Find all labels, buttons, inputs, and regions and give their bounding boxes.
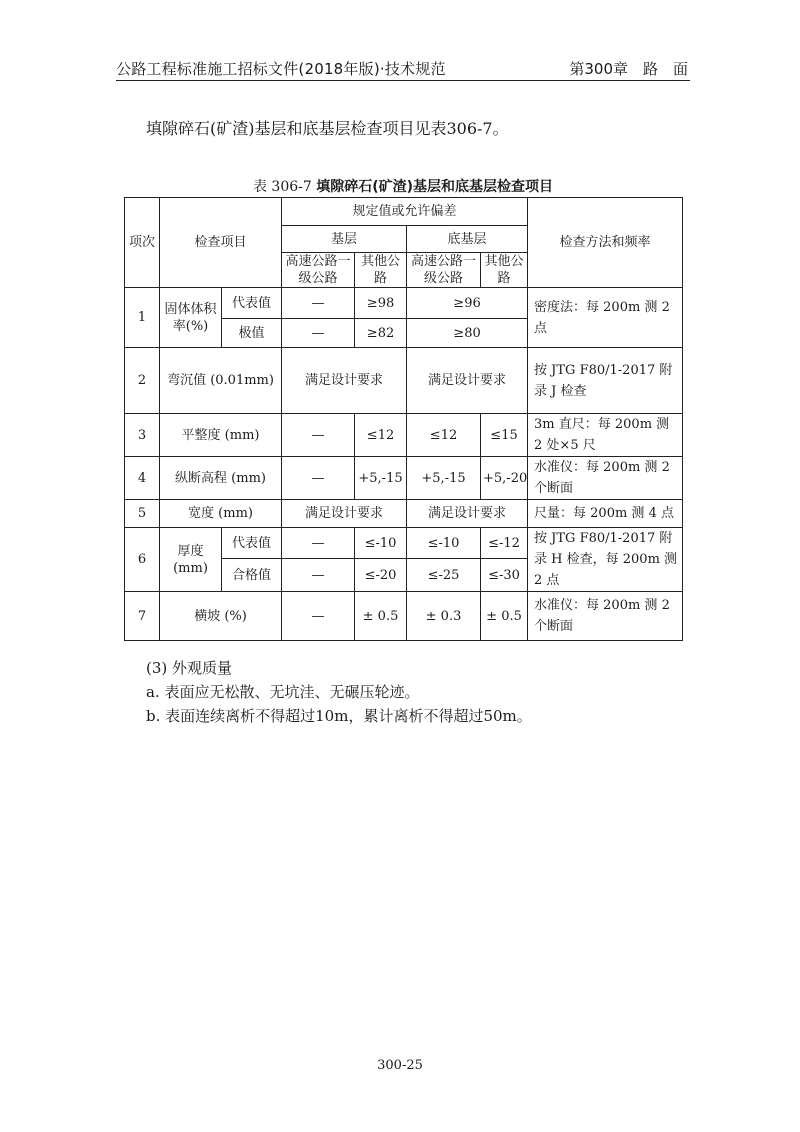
table-row [125, 457, 683, 500]
row3-item: 平整度 (mm) [160, 414, 282, 457]
notes-item-b: b. 表面连续离析不得超过10m，累计离析不得超过50m。 [146, 707, 532, 725]
row3-v-base-other: ≤12 [355, 414, 407, 457]
row6-sub1: 代表值 [222, 528, 282, 559]
table-caption-number: 表 306-7 [252, 179, 312, 195]
row5-base: 满足设计要求 [282, 500, 407, 528]
header-rule [116, 80, 690, 81]
row1-sub1: 代表值 [222, 288, 282, 319]
row7-item: 横坡 (%) [160, 592, 282, 641]
row3-v-base-highway: — [282, 414, 355, 457]
row1-v1-subbase: ≥96 [407, 288, 528, 319]
table-row [125, 288, 683, 319]
row1-no: 1 [125, 288, 160, 348]
table-caption-title: 填隙碎石(矿渣)基层和底基层检查项目 [316, 179, 554, 195]
header-subbase-highway: 高速公路一级公路 [407, 253, 481, 288]
row4-v-base-highway: — [282, 457, 355, 500]
row3-v-subbase-highway: ≤12 [407, 414, 481, 457]
row2-subbase: 满足设计要求 [407, 348, 528, 414]
running-header-title: 公路工程标准施工招标文件(2018年版)·技术规范 [116, 60, 446, 78]
row7-v-subbase-other: ± 0.5 [481, 592, 528, 641]
table-row [125, 500, 683, 528]
row1-v1-base-other: ≥98 [355, 288, 407, 319]
header-base-highway: 高速公路一级公路 [282, 253, 355, 288]
row6-v2-subbase-other: ≤-30 [481, 559, 528, 592]
row1-item: 固体体积率(%) [160, 288, 222, 348]
notes-item-a: a. 表面应无松散、无坑洼、无碾压轮迹。 [146, 683, 420, 701]
row7-no: 7 [125, 592, 160, 641]
table-row [125, 528, 683, 559]
row7-v-subbase-highway: ± 0.3 [407, 592, 481, 641]
row6-v2-subbase-highway: ≤-25 [407, 559, 481, 592]
row6-method: 按 JTG F80/1-2017 附录 H 检查，每 200m 测 2 点 [528, 528, 683, 592]
table-row [125, 592, 683, 641]
row6-no: 6 [125, 528, 160, 592]
header-base-other: 其他公路 [355, 253, 407, 288]
row6-item: 厚度(mm) [160, 528, 222, 592]
row5-no: 5 [125, 500, 160, 528]
row4-item: 纵断高程 (mm) [160, 457, 282, 500]
row3-method: 3m 直尺：每 200m 测 2 处×5 尺 [528, 414, 683, 457]
row6-v2-base-highway: — [282, 559, 355, 592]
page-number: 300-25 [377, 1058, 423, 1073]
row2-base: 满足设计要求 [282, 348, 407, 414]
row4-no: 4 [125, 457, 160, 500]
row6-v1-subbase-other: ≤-12 [481, 528, 528, 559]
row1-v2-base-highway: — [282, 319, 355, 348]
header-base: 基层 [282, 226, 407, 253]
header-subbase: 底基层 [407, 226, 528, 253]
header-no: 项次 [125, 198, 160, 288]
row5-subbase: 满足设计要求 [407, 500, 528, 528]
row6-v2-base-other: ≤-20 [355, 559, 407, 592]
row5-item: 宽度 (mm) [160, 500, 282, 528]
header-item: 检查项目 [160, 198, 282, 288]
header-tolerance: 规定值或允许偏差 [282, 198, 528, 226]
row1-v1-base-highway: — [282, 288, 355, 319]
table-row [125, 414, 683, 457]
row7-method: 水准仪：每 200m 测 2 个断面 [528, 592, 683, 641]
row2-item: 弯沉值 (0.01mm) [160, 348, 282, 414]
header-subbase-other: 其他公路 [481, 253, 528, 288]
row1-sub2: 极值 [222, 319, 282, 348]
row4-v-subbase-highway: +5,-15 [407, 457, 481, 500]
notes-heading: (3) 外观质量 [146, 659, 233, 677]
inspection-table [124, 197, 683, 641]
row7-v-base-other: ± 0.5 [355, 592, 407, 641]
intro-paragraph: 填隙碎石(矿渣)基层和底基层检查项目见表306-7。 [146, 119, 509, 138]
appearance-notes [146, 656, 532, 728]
row6-v1-base-highway: — [282, 528, 355, 559]
row1-method: 密度法：每 200m 测 2 点 [528, 288, 683, 348]
row3-no: 3 [125, 414, 160, 457]
row6-v1-subbase-highway: ≤-10 [407, 528, 481, 559]
table-caption [124, 176, 682, 196]
row1-v2-base-other: ≥82 [355, 319, 407, 348]
row1-v2-subbase: ≥80 [407, 319, 528, 348]
row4-method: 水准仪：每 200m 测 2 个断面 [528, 457, 683, 500]
running-header-chapter: 第300章 路 面 [569, 60, 688, 78]
row7-v-base-highway: — [282, 592, 355, 641]
row4-v-subbase-other: +5,-20 [481, 457, 528, 500]
row2-method: 按 JTG F80/1-2017 附录 J 检查 [528, 348, 683, 414]
header-method: 检查方法和频率 [528, 198, 683, 288]
row2-no: 2 [125, 348, 160, 414]
table-header-row [125, 198, 683, 226]
row5-method: 尺量：每 200m 测 4 点 [528, 500, 683, 528]
table-row [125, 348, 683, 414]
row4-v-base-other: +5,-15 [355, 457, 407, 500]
row3-v-subbase-other: ≤15 [481, 414, 528, 457]
row6-v1-base-other: ≤-10 [355, 528, 407, 559]
row6-sub2: 合格值 [222, 559, 282, 592]
